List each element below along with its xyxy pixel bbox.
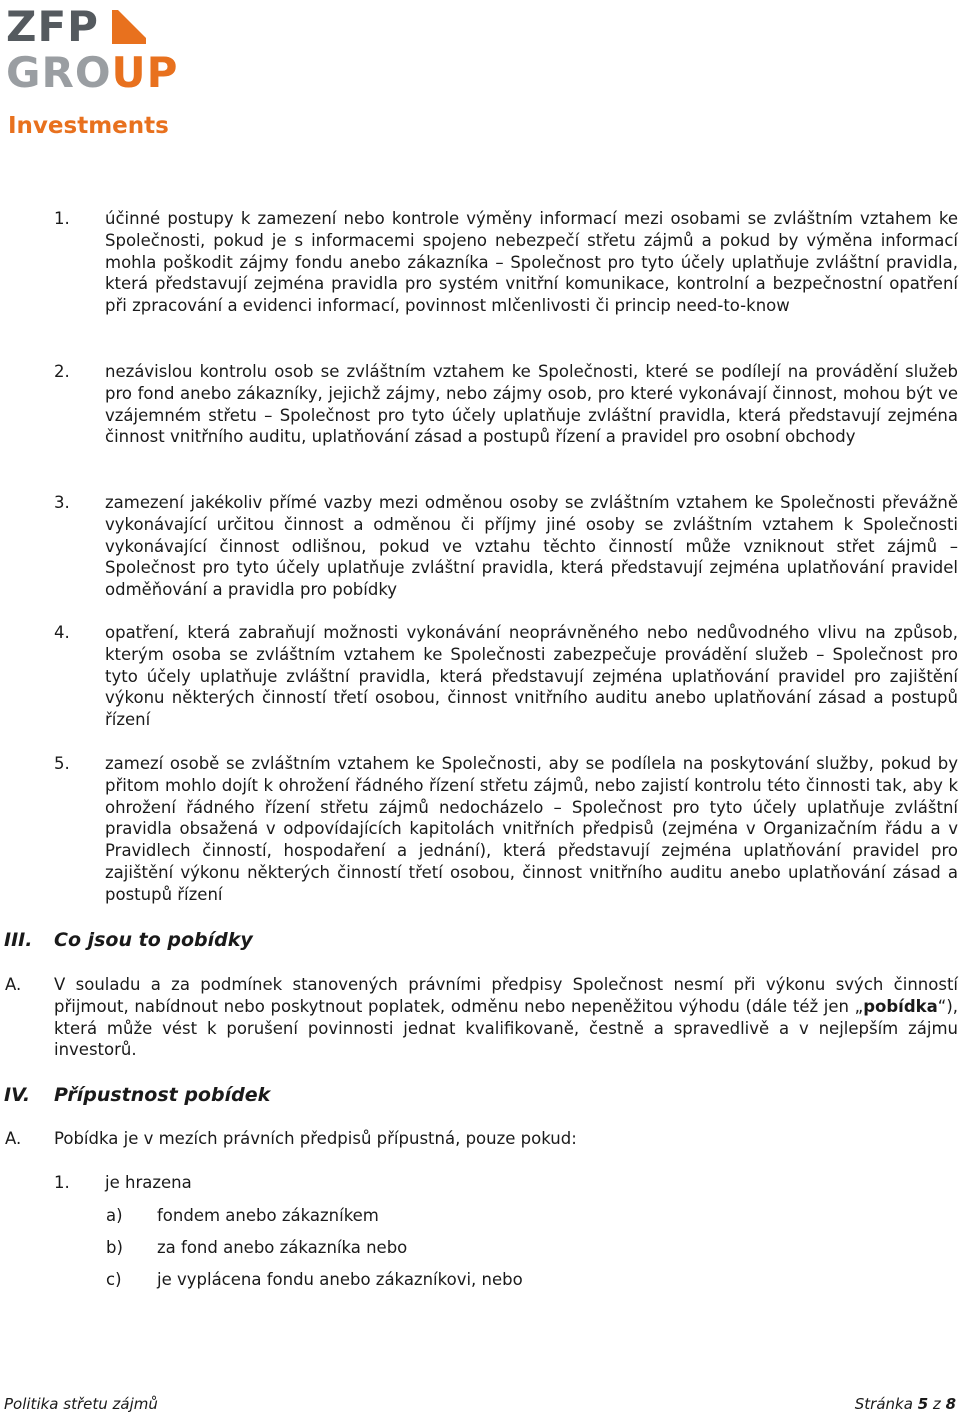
paragraph-label: A. <box>5 975 22 994</box>
sub-list-label: c) <box>106 1270 122 1289</box>
defined-term: pobídka <box>863 996 938 1016</box>
sub-list-text: je vyplácena fondu anebo zákazníkovi, nebo <box>157 1270 523 1289</box>
section-number: III. <box>4 929 33 951</box>
logo-corner-mark <box>112 10 146 44</box>
sub-list-text: za fond anebo zákazníka nebo <box>157 1238 408 1257</box>
list-item-text: nezávislou kontrolu osob se zvláštním vztahem ke Společnosti, které se podílejí na provádění služeb pro fond anebo zákazníky, jejichž zájmy, nebo zájmy osob, pro které vykonávají činnost, mohou být ve vzájemném střetu – Společnost pro tyto účely uplatňuje zvláštní pravidla, která představují zejména činnost vnitřního auditu, uplatňování zásad a postupů řízení a pravidel pro osobní obchody <box>105 362 958 447</box>
paragraph-text: Pobídka je v mezích právních předpisů přípustná, pouze pokud: <box>54 1129 577 1148</box>
logo-line1: ZFP <box>6 2 99 51</box>
list-item-text: zamezí osobě se zvláštním vztahem ke Společnosti, aby se podílela na poskytování služby, pokud by přitom mohlo dojít k ohrožení řádného řízení střetu zájmů, nebo zajistí kontrolu této činnosti tak, aby k ohrožení řádného řízení střetu zájmů nedocházelo – Společnost pro tyto účely uplatňuje zvláštní pravidla obsažená v odpovídajících kapitolách vnitřních předpisů (zejména v Organizačním řádu a v Pravidlech činností, hospodaření a jednání), která představují zejména uplatňování pravidel pro zajištění výkonu některých činností třetí osobou, činnost vnitřního auditu anebo uplatňování zásad a postupů řízení <box>105 754 958 904</box>
list-item-number: 1. <box>54 209 70 228</box>
list-item-text: opatření, která zabraňují možnosti vykonávání neoprávněného nebo nedůvodného vlivu na způsob, kterým osoba se zvláštním vztahem ke Společnosti zabezpečuje provádění služeb – Společnost pro tyto účely uplatňuje zvláštní pravidla, která představují zejména uplatňování pravidel pro zajištění výkonu některých činností třetí osobou, činnost vnitřního auditu anebo uplatňování zásad a postupů řízení <box>105 623 958 730</box>
footer-document-title: Politika střetu zájmů <box>4 1395 158 1413</box>
logo-line3: Investments <box>8 113 169 139</box>
company-logo <box>6 2 179 140</box>
list-item-number: 3. <box>54 493 70 512</box>
section-title: Co jsou to pobídky <box>54 929 253 951</box>
list-item-number: 1. <box>54 1173 70 1192</box>
sub-list-text: fondem anebo zákazníkem <box>157 1206 379 1225</box>
footer-page-number: Stránka 5 z 8 <box>854 1395 956 1413</box>
sub-list-label: a) <box>106 1206 123 1225</box>
list-item-text: zamezení jakékoliv přímé vazby mezi odměnou osoby se zvláštním vztahem ke Společnosti převážně vykonávající určitou činnost a odměnou či příjmy jiné osoby se zvláštním vztahem k Společnosti vykonávající činnost odlišnou, pokud ve vztahu těchto činností může vzniknout střet zájmů – Společnost pro tyto účely uplatňuje zvláštní pravidla, která představují zejména uplatňování pravidel odměňování a pravidla pro pobídky <box>105 493 958 600</box>
section-number: IV. <box>4 1084 31 1106</box>
list-item-text: účinné postupy k zamezení nebo kontrole výměny informací mezi osobami se zvláštním vztahem ke Společnosti, pokud je s informacemi spojeno nebezpečí střetu zájmů a pokud by výměna informací mohla poškodit zájmy fondu anebo zákazníka – Společnost pro tyto účely uplatňuje zvláštní pravidla, která představují zejména pravidla pro systém vnitřní komunikace, kontrolní a bezpečnostní opatření při zpracování a evidenci informací, povinnost mlčenlivosti či princip need-to-know <box>105 209 958 316</box>
sub-list-item <box>106 1269 122 1291</box>
sub-list-item <box>106 1205 123 1227</box>
sub-list-label: b) <box>106 1238 123 1257</box>
logo-line2: GROUP <box>6 48 179 97</box>
list-item-text: je hrazena <box>105 1173 192 1192</box>
list-item-number: 2. <box>54 362 70 381</box>
list-item-number: 4. <box>54 623 70 642</box>
sub-list-item <box>106 1237 123 1259</box>
section-title: Přípustnost pobídek <box>54 1084 271 1106</box>
paragraph-label: A. <box>5 1129 22 1148</box>
paragraph-text: V souladu a za podmínek stanovených právními předpisy Společnost nesmí při výkonu svých činností přijmout, nabídnout nebo poskytnout poplatek, odměnu nebo nepeněžitou výhodu (dále též jen „pobídka“), která může vést k porušení povinnosti jednat kvalifikovaně, čestně a spravedlivě a v nejlepším zájmu investorů. <box>54 975 958 1060</box>
list-item-number: 5. <box>54 754 70 773</box>
